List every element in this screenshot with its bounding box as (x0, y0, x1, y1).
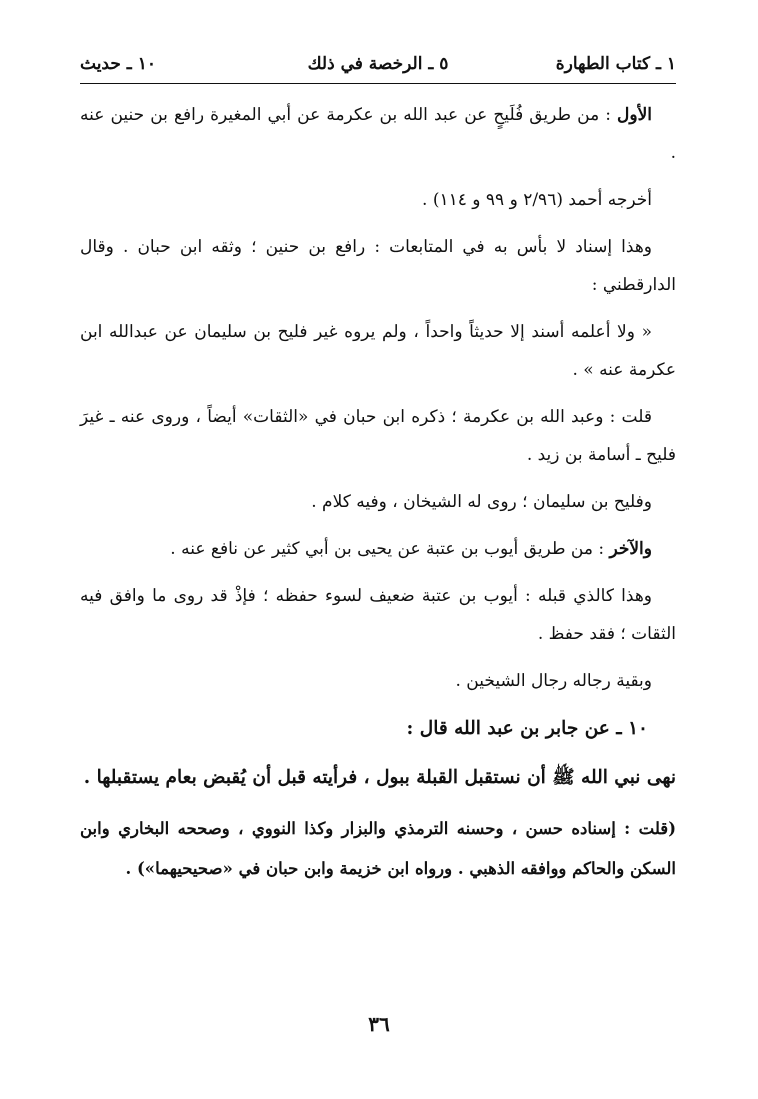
header-rule (80, 83, 676, 84)
paragraph-first-route (80, 96, 676, 172)
page-number: ٣٦ (368, 1012, 390, 1036)
paragraph-fulayh (80, 483, 676, 521)
paragraph-daraqutni-quote (80, 313, 676, 389)
header-chapter-title: ٥ ـ الرخصة في ذلك (307, 54, 449, 74)
paragraph-second-route (80, 530, 676, 568)
page-body (80, 96, 676, 889)
paragraph-text: قلت : وعبد الله بن عكرمة ؛ ذكره ابن حبان في «الثقات» أيضاً ، وروى عنه ـ غيرَ فليح ـ أسامة بن زيد . (80, 407, 676, 465)
paragraph-text: وفليح بن سليمان ؛ روى له الشيخان ، وفيه كلام . (311, 492, 652, 512)
paragraph-text: وهذا كالذي قبله : أيوب بن عتبة ضعيف لسوء حفظه ؛ فإذْ قد روى ما وافق فيه الثقات ؛ فقد حفظ . (80, 586, 676, 644)
hadith-text: نهى نبي الله ﷺ أن نستقبل القبلة ببول ، فرأيته قبل أن يُقبض بعام يستقبلها . (83, 767, 676, 788)
paragraph-ahmad (80, 181, 676, 219)
header-book-title: ١ ـ كتاب الطهارة (555, 54, 676, 74)
hadith-heading: ١٠ ـ عن جابر بن عبد الله قال : (406, 718, 648, 739)
paragraph-text: وبقية رجاله رجال الشيخين . (455, 671, 652, 691)
paragraph-isnad (80, 228, 676, 304)
paragraph-ayyub (80, 577, 676, 653)
paragraph-lead: والآخر (609, 539, 652, 559)
header-hadith-number: ١٠ ـ حديث (80, 54, 156, 74)
paragraph-text: : من طريق أيوب بن عتبة عن يحيى بن أبي كثير عن نافع عنه . (170, 539, 610, 559)
paragraph-text: أخرجه أحمد (٢/٩٦ و ٩٩ و ١١٤) . (422, 190, 652, 210)
paragraph-text: وهذا إسناد لا بأس به في المتابعات : رافع بن حنين ؛ وثقه ابن حبان . وقال الدارقطني : (80, 237, 676, 295)
paragraph-remaining-narrators (80, 662, 676, 700)
paragraph-lead: الأول (617, 105, 652, 125)
hadith-note: (قلت : إسناده حسن ، وحسنه الترمذي والبزار وكذا النووي ، وصححه البخاري وابن السكن والحاكم ووافقه الذهبي . ورواه ابن خزيمة وابن حبان في «صحيحيهما») . (80, 819, 676, 878)
paragraph-text: : من طريق فُلَيحٍ عن عبد الله بن عكرمة عن أبي المغيرة رافع بن حنين عنه . (80, 105, 676, 163)
paragraph-abdullah-ikrima (80, 398, 676, 474)
running-header (80, 48, 676, 84)
paragraph-text: « ولا أعلمه أسند إلا حديثاً واحداً ، ولم يروه غير فليح بن سليمان عن عبدالله ابن عكرمة عنه » . (80, 322, 676, 380)
